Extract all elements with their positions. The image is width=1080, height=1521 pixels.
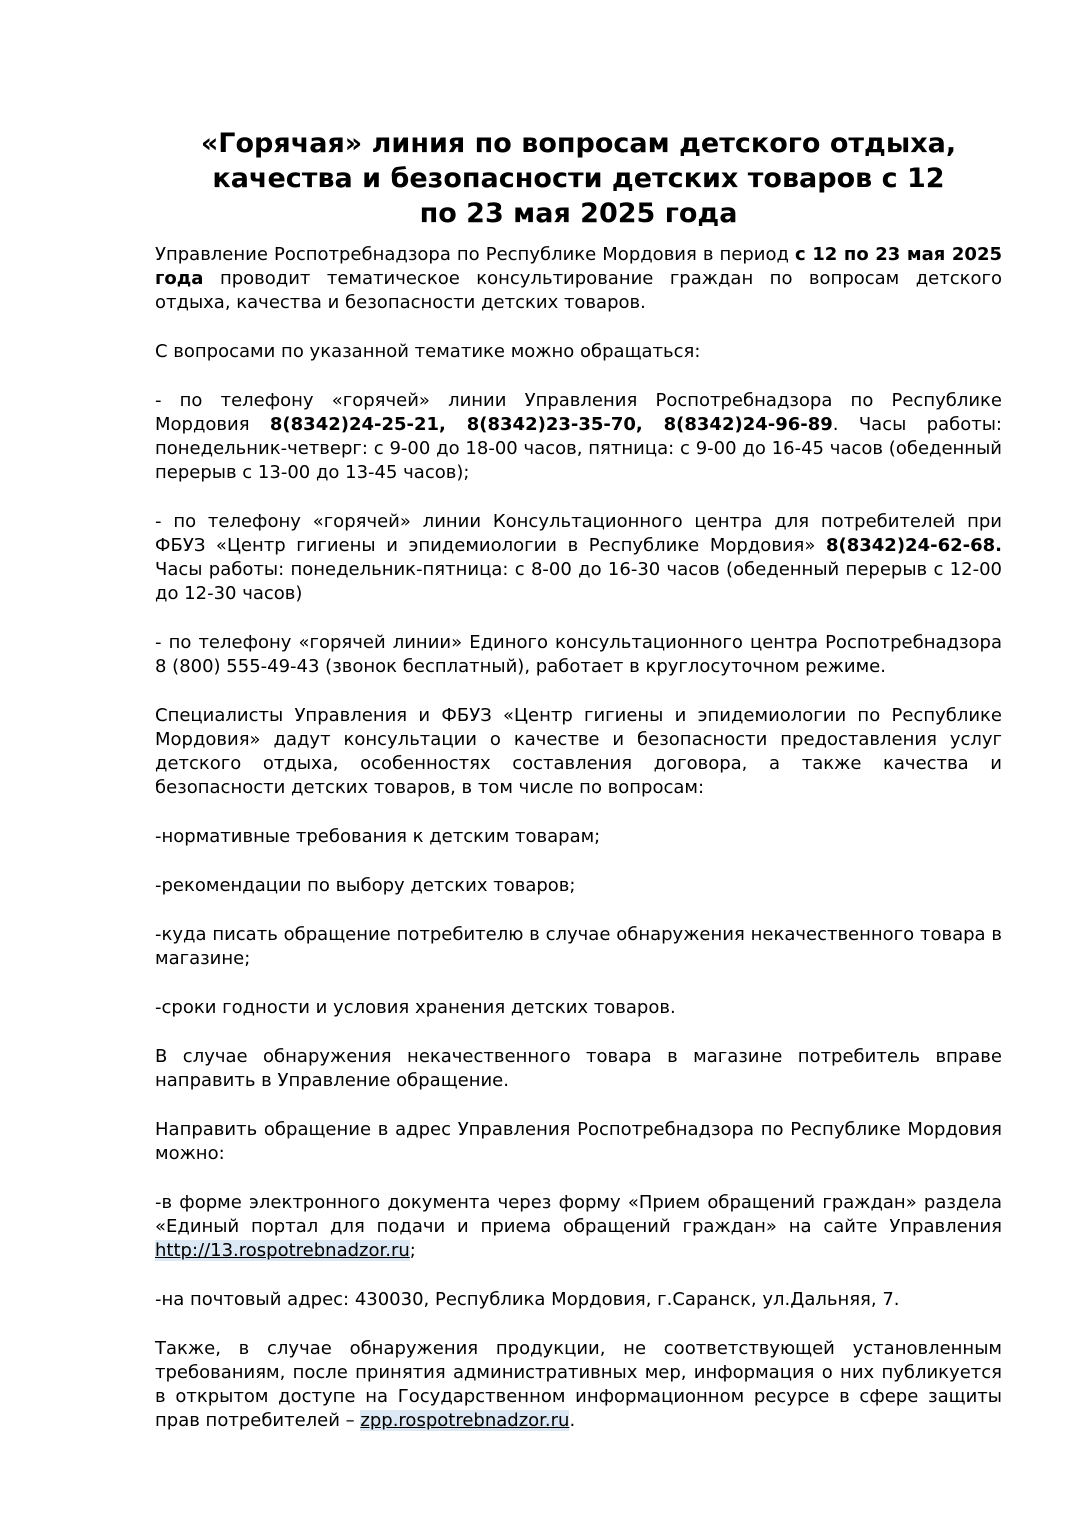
- phone-unified-center: - по телефону «горячей линии» Единого консультационного центра Роспотребнадзора 8 (800) 555-49-43 (звонок бесплатный), работает в круглосуточном режиме.: [155, 632, 1002, 677]
- topic-item: -куда писать обращение потребителю в случае обнаружения некачественного товара в магазине;: [155, 924, 1002, 969]
- intro-dates: с 12 по 23 мая 2025 года: [155, 244, 1003, 289]
- submit-electronic: -в форме электронного документа через форму «Прием обращений граждан» раздела «Единый портал для подачи и приема обращений граждан» на сайте Управления http://13.rospotrebnadzor.ru;: [155, 1192, 1002, 1261]
- closing-paragraph: Также, в случае обнаружения продукции, не соответствующей установленным требованиям, после принятия административных мер, информация о них публикуется в открытом доступе на Государственном информационном ресурсе в сфере защиты прав потребителей – zpp.rospotrebnadzor.ru.: [155, 1338, 1002, 1431]
- title-line-2: качества и безопасности детских товаров с 12: [212, 163, 945, 194]
- submit-intro: Направить обращение в адрес Управления Роспотребнадзора по Республике Мордовия можно:: [155, 1119, 1002, 1164]
- submit-post: -на почтовый адрес: 430030, Республика Мордовия, г.Саранск, ул.Дальняя, 7.: [155, 1289, 900, 1310]
- topic-item: -рекомендации по выбору детских товаров;: [155, 875, 576, 896]
- phone-numbers-2: 8(8342)24-62-68.: [825, 535, 1002, 556]
- rospotrebnadzor-site-link[interactable]: http://13.rospotrebnadzor.ru: [155, 1240, 410, 1261]
- zpp-site-link[interactable]: zpp.rospotrebnadzor.ru: [360, 1410, 570, 1431]
- defect-note: В случае обнаружения некачественного товара в магазине потребитель вправе направить в Управление обращение.: [155, 1046, 1002, 1091]
- contact-intro: С вопросами по указанной тематике можно обращаться:: [155, 341, 701, 362]
- title-line-3: по 23 мая 2025 года: [419, 198, 738, 229]
- topic-item: -сроки годности и условия хранения детских товаров.: [155, 997, 676, 1018]
- specialists-paragraph: Специалисты Управления и ФБУЗ «Центр гигиены и эпидемиологии по Республике Мордовия» дадут консультации о качестве и безопасности предоставления услуг детского отдыха, особенностях составления договора, а также качества и безопасности детских товаров, в том числе по вопросам:: [155, 705, 1002, 798]
- document-title: [115, 126, 1042, 231]
- document-page: [155, 126, 1002, 1458]
- intro-paragraph: Управление Роспотребнадзора по Республике Мордовия в период с 12 по 23 мая 2025 года проводит тематическое консультирование граждан по вопросам детского отдыха, качества и безопасности детских товаров.: [155, 244, 1003, 313]
- phone-consult-center: - по телефону «горячей» линии Консультационного центра для потребителей при ФБУЗ «Центр гигиены и эпидемиологии в Республике Мордовия» 8(8342)24-62-68. Часы работы: понедельник-пятница: с 8-00 до 16-30 часов (обеденный перерыв с 12-00 до 12-30 часов): [155, 511, 1002, 604]
- phone-numbers-1: 8(8342)24-25-21, 8(8342)23-35-70, 8(8342)24-96-89: [269, 414, 833, 435]
- phone-rospotrebnadzor: - по телефону «горячей» линии Управления Роспотребнадзора по Республике Мордовия 8(8342)24-25-21, 8(8342)23-35-70, 8(8342)24-96-89. Часы работы: понедельник-четверг: с 9-00 до 18-00 часов, пятница: с 9-00 до 16-45 часов (обеденный перерыв с 13-00 до 13-45 часов);: [155, 390, 1002, 483]
- topic-item: -нормативные требования к детским товарам;: [155, 826, 601, 847]
- title-line-1: «Горячая» линия по вопросам детского отдыха,: [200, 128, 957, 159]
